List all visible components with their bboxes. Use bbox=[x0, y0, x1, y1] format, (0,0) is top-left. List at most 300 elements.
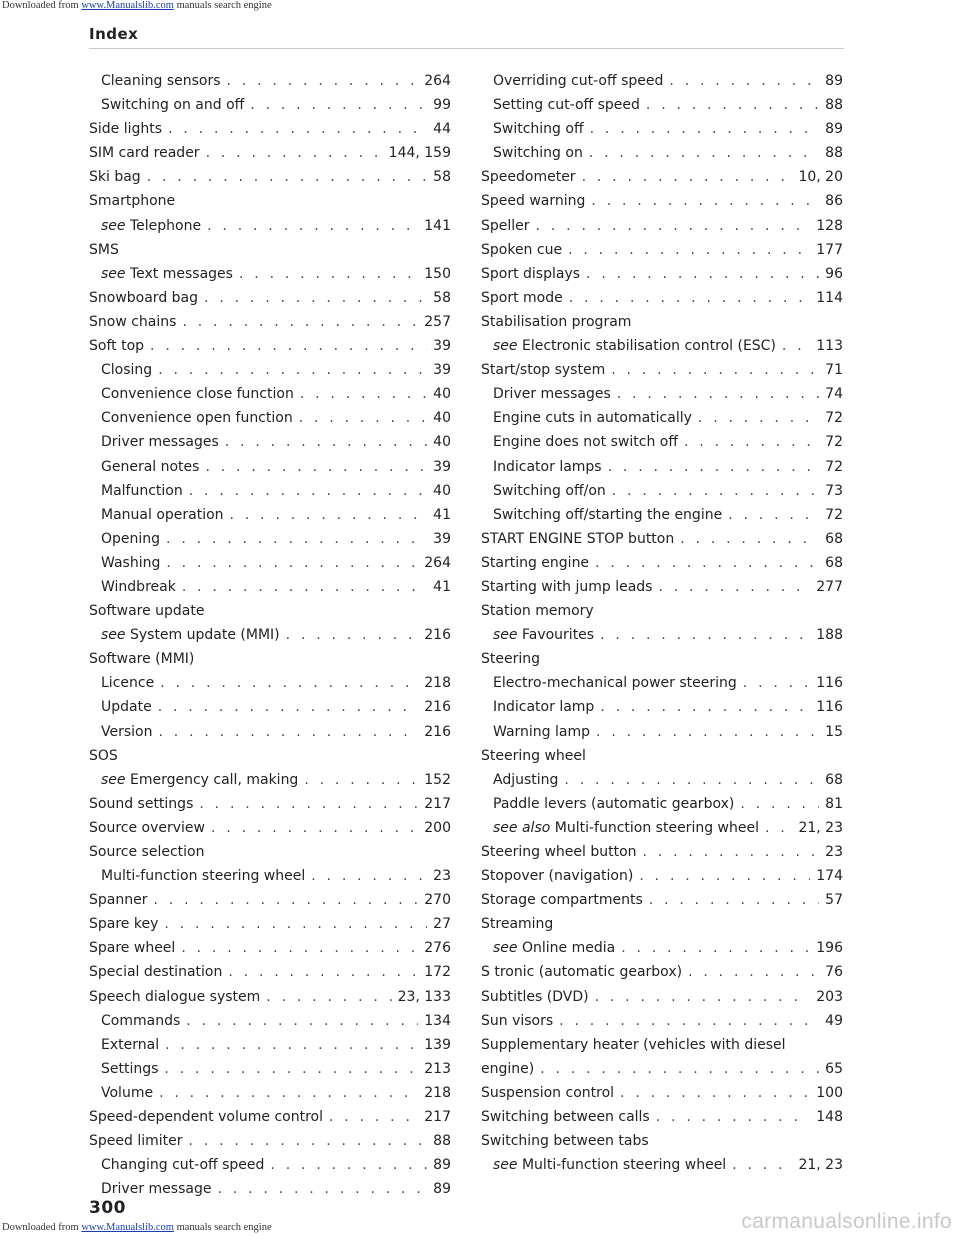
entry-term bbox=[101, 695, 152, 719]
dot-leader bbox=[617, 382, 819, 406]
footer-download-prefix: Downloaded from bbox=[2, 1222, 82, 1233]
index-entry bbox=[481, 479, 843, 503]
entry-term bbox=[481, 527, 674, 551]
entry-term bbox=[101, 864, 305, 888]
index-entry bbox=[481, 358, 843, 382]
entry-page-ref: 39 bbox=[433, 458, 451, 475]
entry-term bbox=[101, 214, 201, 238]
entry-page-ref: 217 bbox=[424, 1109, 451, 1126]
index-entry bbox=[481, 671, 843, 695]
dot-leader bbox=[311, 864, 427, 888]
entry-page-ref: 100 bbox=[816, 1084, 843, 1101]
index-entry bbox=[481, 238, 843, 262]
index-entry bbox=[481, 551, 843, 575]
entry-term bbox=[101, 623, 280, 647]
entry-text: Starting engine bbox=[481, 554, 590, 571]
index-entry bbox=[89, 840, 451, 864]
index-entry bbox=[481, 647, 843, 671]
dot-leader bbox=[608, 455, 820, 479]
dot-leader bbox=[182, 575, 427, 599]
dot-leader bbox=[329, 1105, 418, 1129]
entry-term bbox=[101, 575, 176, 599]
index-entry bbox=[89, 623, 451, 647]
index-entry bbox=[481, 382, 843, 406]
entry-term bbox=[481, 189, 585, 213]
entry-text: Licence bbox=[101, 675, 155, 692]
dot-leader bbox=[620, 1081, 810, 1105]
dot-leader bbox=[199, 792, 418, 816]
entry-page-ref: 141 bbox=[424, 217, 451, 234]
dot-leader bbox=[698, 406, 819, 430]
index-entry bbox=[89, 1153, 451, 1177]
dot-leader bbox=[147, 165, 427, 189]
entry-text: Driver messages bbox=[493, 386, 611, 403]
entry-page-ref: 88 bbox=[825, 145, 843, 162]
entry-text: Cleaning sensors bbox=[101, 73, 221, 89]
entry-text: Electro-mechanical power steering bbox=[493, 675, 737, 692]
dot-leader bbox=[596, 720, 819, 744]
entry-page-ref: 44 bbox=[433, 121, 451, 138]
entry-text: Switching off bbox=[493, 121, 584, 138]
index-entry bbox=[89, 358, 451, 382]
entry-text: Source overview bbox=[89, 819, 205, 836]
dot-leader bbox=[159, 1081, 418, 1105]
index-entry bbox=[481, 840, 843, 864]
index-entry bbox=[89, 430, 451, 454]
index-entry bbox=[481, 744, 843, 768]
index-entry bbox=[89, 117, 451, 141]
entry-text: Station memory bbox=[481, 603, 594, 620]
index-entry bbox=[481, 1153, 843, 1177]
entry-page-ref: 134 bbox=[424, 1012, 451, 1029]
index-entry bbox=[481, 936, 843, 960]
entry-term bbox=[89, 792, 193, 816]
entry-text: Sun visors bbox=[481, 1012, 554, 1029]
footer-download-suffix: manuals search engine bbox=[173, 1222, 272, 1233]
dot-leader bbox=[164, 1057, 418, 1081]
entry-page-ref: 71 bbox=[825, 362, 843, 379]
dot-leader bbox=[582, 165, 793, 189]
entry-text: Switching off/starting the engine bbox=[493, 506, 723, 523]
dot-leader bbox=[206, 141, 383, 165]
dot-leader bbox=[205, 455, 427, 479]
entry-page-ref: 27 bbox=[433, 916, 451, 933]
entry-text: Multi-function steering wheel bbox=[517, 1157, 727, 1174]
dot-leader bbox=[189, 479, 427, 503]
watermark: carmanualsonline.info bbox=[741, 1210, 952, 1233]
dot-leader bbox=[266, 985, 391, 1009]
index-entry bbox=[89, 744, 451, 768]
index-entry bbox=[89, 912, 451, 936]
index-entry bbox=[89, 286, 451, 310]
entry-text: Speedometer bbox=[481, 169, 576, 186]
index-entry bbox=[89, 551, 451, 575]
entry-term bbox=[493, 720, 590, 744]
index-entry bbox=[481, 117, 843, 141]
dot-leader bbox=[153, 888, 418, 912]
entry-page-ref: 88 bbox=[433, 1133, 451, 1150]
entry-term bbox=[101, 551, 160, 575]
entry-page-ref: 174 bbox=[816, 868, 843, 885]
entry-page-ref: 270 bbox=[424, 892, 451, 909]
entry-page-ref: 76 bbox=[825, 964, 843, 981]
entry-term bbox=[101, 503, 224, 527]
entry-term bbox=[89, 238, 119, 262]
dot-leader bbox=[158, 720, 418, 744]
entry-page-ref: 99 bbox=[433, 97, 451, 114]
dot-leader bbox=[684, 430, 819, 454]
entry-text: Version bbox=[101, 723, 153, 740]
entry-text: Adjusting bbox=[493, 771, 559, 788]
entry-term bbox=[89, 310, 176, 334]
download-prefix: Downloaded from bbox=[2, 0, 82, 11]
dot-leader bbox=[182, 310, 418, 334]
entry-text: Driver messages bbox=[101, 434, 219, 451]
entry-term bbox=[101, 1009, 180, 1033]
see-reference: see bbox=[493, 627, 518, 644]
index-entry bbox=[89, 189, 451, 213]
entry-text: Steering wheel bbox=[481, 747, 586, 764]
entry-page-ref: 58 bbox=[433, 169, 451, 186]
entry-text: Online media bbox=[517, 940, 616, 957]
entry-text: Snowboard bag bbox=[89, 289, 199, 306]
dot-leader bbox=[225, 430, 427, 454]
index-entry bbox=[481, 768, 843, 792]
entry-term bbox=[101, 768, 298, 792]
index-entry bbox=[481, 1009, 843, 1033]
entry-term bbox=[89, 985, 260, 1009]
dot-leader bbox=[204, 286, 427, 310]
entry-text: Settings bbox=[101, 1060, 159, 1077]
index-entry bbox=[89, 816, 451, 840]
entry-text: Paddle levers (automatic gearbox) bbox=[493, 795, 735, 812]
index-entry bbox=[89, 695, 451, 719]
entry-text: Speed-dependent volume control bbox=[89, 1109, 323, 1126]
manualslib-link[interactable]: www.Manualslib.com bbox=[81, 0, 174, 11]
entry-text: Supplementary heater (vehicles with diesel bbox=[481, 1036, 786, 1053]
dot-leader bbox=[600, 695, 810, 719]
see-reference: see bbox=[493, 338, 518, 355]
entry-term bbox=[89, 840, 204, 864]
entry-term bbox=[481, 1033, 786, 1057]
index-entry bbox=[481, 912, 843, 936]
dot-leader bbox=[569, 286, 811, 310]
footer-download-bar bbox=[0, 1222, 272, 1233]
index-entry bbox=[89, 768, 451, 792]
dot-leader bbox=[612, 479, 819, 503]
footer-manualslib-link[interactable]: www.Manualslib.com bbox=[81, 1222, 174, 1233]
entry-page-ref: 10, 20 bbox=[798, 169, 843, 186]
index-column-left bbox=[89, 69, 451, 1201]
entry-term bbox=[493, 623, 594, 647]
entry-text: Speech dialogue system bbox=[89, 988, 261, 1005]
index-entry bbox=[481, 695, 843, 719]
dot-leader bbox=[586, 262, 819, 286]
entry-text: START ENGINE STOP button bbox=[481, 530, 675, 547]
entry-term bbox=[481, 599, 594, 623]
index-entry bbox=[481, 430, 843, 454]
index-entry bbox=[89, 214, 451, 238]
entry-term bbox=[493, 1153, 726, 1177]
dot-leader bbox=[564, 768, 819, 792]
entry-page-ref: 65 bbox=[825, 1060, 843, 1077]
index-entry bbox=[481, 888, 843, 912]
entry-page-ref: 21, 23 bbox=[798, 819, 843, 836]
entry-text: Switching on bbox=[493, 145, 583, 162]
entry-text: Engine does not switch off bbox=[493, 434, 678, 451]
entry-page-ref: 172 bbox=[424, 964, 451, 981]
see-reference: see bbox=[101, 265, 126, 282]
index-entry bbox=[89, 1033, 451, 1057]
entry-text: Speed warning bbox=[481, 193, 586, 210]
entry-text: Indicator lamps bbox=[493, 458, 602, 475]
index-entry bbox=[89, 93, 451, 117]
entry-page-ref: 68 bbox=[825, 554, 843, 571]
entry-term bbox=[493, 816, 759, 840]
index-entry bbox=[481, 214, 843, 238]
entry-text: Telephone bbox=[125, 217, 202, 234]
entry-page-ref: 40 bbox=[433, 482, 451, 499]
entry-text: Stopover (navigation) bbox=[481, 868, 634, 885]
entry-text: SOS bbox=[89, 747, 118, 764]
entry-term bbox=[481, 575, 652, 599]
entry-term bbox=[481, 310, 631, 334]
entry-term bbox=[493, 768, 558, 792]
entry-page-ref: 114 bbox=[816, 289, 843, 306]
dot-leader bbox=[166, 551, 418, 575]
entry-text: Spare key bbox=[89, 916, 159, 933]
entry-term bbox=[481, 912, 553, 936]
entry-page-ref: 264 bbox=[424, 73, 451, 89]
entry-page-ref: 89 bbox=[433, 1181, 451, 1198]
dot-leader bbox=[286, 623, 419, 647]
entry-text: Multi-function steering wheel bbox=[550, 819, 759, 836]
index-entry bbox=[89, 165, 451, 189]
entry-term bbox=[481, 647, 540, 671]
entry-term bbox=[493, 117, 584, 141]
entry-term bbox=[101, 382, 294, 406]
entry-term bbox=[101, 93, 244, 117]
dot-leader bbox=[536, 214, 811, 238]
index-entry bbox=[481, 864, 843, 888]
index-entry bbox=[481, 985, 843, 1009]
dot-leader bbox=[765, 816, 792, 840]
entry-text: Washing bbox=[101, 554, 161, 571]
entry-page-ref: 88 bbox=[825, 97, 843, 114]
index-entry bbox=[89, 141, 451, 165]
entry-page-ref: 81 bbox=[825, 795, 843, 812]
entry-page-ref: 150 bbox=[424, 265, 451, 282]
index-entry bbox=[89, 69, 451, 93]
entry-term bbox=[101, 358, 152, 382]
entry-page-ref: 57 bbox=[825, 892, 843, 909]
entry-term bbox=[89, 816, 205, 840]
entry-term bbox=[481, 744, 586, 768]
index-entry bbox=[89, 599, 451, 623]
entry-text: Switching between calls bbox=[481, 1109, 650, 1126]
entry-term bbox=[481, 1057, 534, 1081]
entry-term bbox=[481, 238, 562, 262]
index-entry bbox=[481, 1081, 843, 1105]
entry-term bbox=[89, 334, 144, 358]
index-entry bbox=[89, 527, 451, 551]
entry-page-ref: 196 bbox=[816, 940, 843, 957]
index-entry bbox=[89, 238, 451, 262]
entry-text: Windbreak bbox=[101, 578, 176, 595]
dot-leader bbox=[168, 117, 427, 141]
entry-page-ref: 257 bbox=[424, 313, 451, 330]
entry-term bbox=[101, 527, 160, 551]
entry-page-ref: 39 bbox=[433, 362, 451, 379]
entry-page-ref: 72 bbox=[825, 410, 843, 427]
entry-page-ref: 23, 133 bbox=[397, 988, 451, 1005]
entry-page-ref: 72 bbox=[825, 434, 843, 451]
index-entry bbox=[89, 479, 451, 503]
entry-text: Stabilisation program bbox=[481, 313, 632, 330]
dot-leader bbox=[300, 382, 427, 406]
index-entry bbox=[89, 936, 451, 960]
entry-term bbox=[481, 840, 637, 864]
entry-text: Sound settings bbox=[89, 795, 194, 812]
index-entry bbox=[481, 455, 843, 479]
dot-leader bbox=[646, 93, 819, 117]
dot-leader bbox=[217, 1177, 427, 1201]
entry-text: S tronic (automatic gearbox) bbox=[481, 964, 683, 981]
dot-leader bbox=[590, 117, 820, 141]
entry-text: SIM card reader bbox=[89, 145, 200, 162]
entry-text: System update (MMI) bbox=[125, 627, 280, 644]
entry-term bbox=[101, 720, 152, 744]
index-entry bbox=[481, 792, 843, 816]
see-reference: see bbox=[493, 940, 518, 957]
entry-page-ref: 68 bbox=[825, 771, 843, 788]
entry-text: Storage compartments bbox=[481, 892, 643, 909]
index-entry bbox=[89, 1177, 451, 1201]
entry-text: Switching between tabs bbox=[481, 1133, 649, 1150]
entry-text: Closing bbox=[101, 362, 153, 379]
entry-text: Ski bag bbox=[89, 169, 141, 186]
entry-page-ref: 216 bbox=[424, 627, 451, 644]
entry-text: Soft top bbox=[89, 338, 145, 355]
dot-leader bbox=[211, 816, 418, 840]
entry-text: Speed limiter bbox=[89, 1133, 183, 1150]
entry-term bbox=[493, 503, 722, 527]
entry-term bbox=[89, 141, 200, 165]
dot-leader bbox=[688, 960, 819, 984]
entry-term bbox=[481, 165, 576, 189]
entry-term bbox=[493, 792, 734, 816]
entry-term bbox=[89, 1129, 183, 1153]
dot-leader bbox=[270, 1153, 427, 1177]
see-reference: see bbox=[101, 217, 126, 234]
dot-leader bbox=[160, 671, 418, 695]
entry-term bbox=[89, 647, 194, 671]
entry-page-ref: 74 bbox=[825, 386, 843, 403]
dot-leader bbox=[656, 1105, 811, 1129]
entry-page-ref: 68 bbox=[825, 530, 843, 547]
entry-term bbox=[89, 960, 222, 984]
entry-text: Switching on and off bbox=[101, 97, 245, 114]
dot-leader bbox=[228, 960, 418, 984]
entry-term bbox=[481, 214, 530, 238]
entry-page-ref: 177 bbox=[816, 241, 843, 258]
index-entry bbox=[481, 310, 843, 334]
entry-term bbox=[493, 69, 663, 93]
index-entry bbox=[481, 503, 843, 527]
index-entry bbox=[89, 985, 451, 1009]
entry-term bbox=[89, 1105, 323, 1129]
entry-text: Update bbox=[101, 699, 152, 716]
download-suffix: manuals search engine bbox=[173, 0, 272, 11]
dot-leader bbox=[540, 1057, 819, 1081]
entry-page-ref: 277 bbox=[816, 578, 843, 595]
entry-term bbox=[101, 479, 183, 503]
index-entry bbox=[89, 262, 451, 286]
see-reference: see bbox=[101, 771, 126, 788]
entry-text: Emergency call, making bbox=[125, 771, 299, 788]
index-entry bbox=[89, 455, 451, 479]
entry-term bbox=[101, 262, 233, 286]
dot-leader bbox=[189, 1129, 428, 1153]
entry-page-ref: 203 bbox=[816, 988, 843, 1005]
index-entry bbox=[89, 334, 451, 358]
entry-page-ref: 72 bbox=[825, 506, 843, 523]
dot-leader bbox=[611, 358, 819, 382]
index-entry bbox=[89, 960, 451, 984]
entry-page-ref: 218 bbox=[424, 1084, 451, 1101]
index-entry bbox=[89, 1129, 451, 1153]
entry-term bbox=[89, 117, 162, 141]
dot-leader bbox=[250, 93, 427, 117]
entry-term bbox=[493, 141, 583, 165]
entry-text: Multi-function steering wheel bbox=[101, 868, 306, 885]
entry-term bbox=[89, 189, 175, 213]
entry-term bbox=[481, 960, 682, 984]
entry-text: Electronic stabilisation control (ESC) bbox=[517, 338, 776, 355]
index-entry bbox=[481, 527, 843, 551]
entry-text: General notes bbox=[101, 458, 200, 475]
entry-text: Indicator lamp bbox=[493, 699, 595, 716]
entry-text: Suspension control bbox=[481, 1084, 615, 1101]
entry-text: External bbox=[101, 1036, 160, 1053]
entry-page-ref: 58 bbox=[433, 289, 451, 306]
entry-text: Switching off/on bbox=[493, 482, 606, 499]
entry-page-ref: 49 bbox=[825, 1012, 843, 1029]
entry-page-ref: 218 bbox=[424, 675, 451, 692]
entry-term bbox=[481, 1081, 614, 1105]
index-entry bbox=[89, 792, 451, 816]
entry-term bbox=[481, 864, 633, 888]
dot-leader bbox=[728, 503, 819, 527]
entry-page-ref: 41 bbox=[433, 506, 451, 523]
entry-term bbox=[89, 936, 175, 960]
index-entry bbox=[89, 406, 451, 430]
entry-text: Steering bbox=[481, 651, 541, 668]
entry-term bbox=[89, 888, 147, 912]
entry-page-ref: 23 bbox=[825, 844, 843, 860]
dot-leader bbox=[227, 69, 419, 93]
entry-page-ref: 39 bbox=[433, 338, 451, 355]
dot-leader bbox=[743, 671, 810, 695]
entry-page-ref: 217 bbox=[424, 795, 451, 812]
entry-text: Spanner bbox=[89, 892, 148, 909]
dot-leader bbox=[304, 768, 418, 792]
entry-text: Smartphone bbox=[89, 193, 176, 210]
entry-page-ref: 96 bbox=[825, 265, 843, 282]
index-entry bbox=[481, 141, 843, 165]
entry-page-ref: 23 bbox=[433, 868, 451, 885]
entry-text: Warning lamp bbox=[493, 723, 591, 740]
